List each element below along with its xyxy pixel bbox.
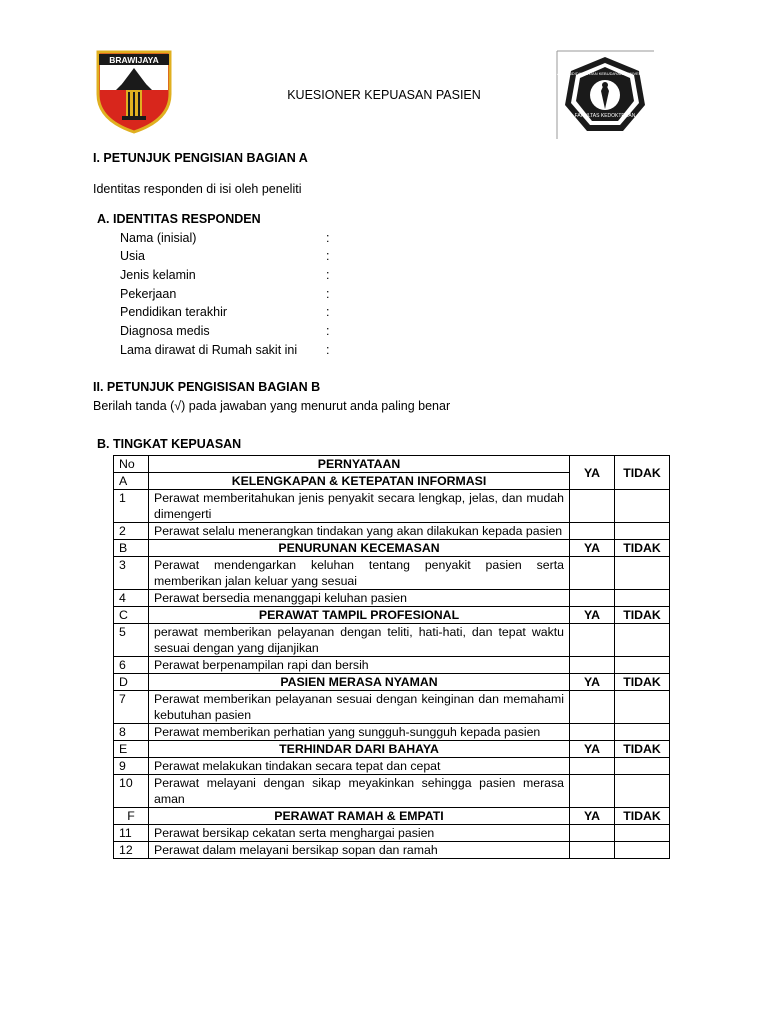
item-text: perawat memberikan pelayanan dengan teliti, hati-hati, dan tepat waktu sesuai dengan yang dijanjikan [149, 624, 570, 657]
answer-tidak-cell[interactable] [615, 624, 670, 657]
answer-tidak-cell[interactable] [615, 842, 670, 859]
section-tidak: TIDAK [615, 540, 670, 557]
section-tidak: TIDAK [615, 741, 670, 758]
identity-field-colon: : [326, 249, 330, 263]
fk-logo [533, 51, 677, 139]
identity-field-colon: : [326, 305, 330, 319]
section-ya: YA [570, 808, 615, 825]
answer-tidak-cell[interactable] [615, 590, 670, 607]
section-ya: YA [570, 607, 615, 624]
section-code: D [114, 674, 149, 691]
answer-ya-cell[interactable] [570, 775, 615, 808]
answer-tidak-cell[interactable] [615, 657, 670, 674]
identity-field-label: Diagnosa medis [120, 324, 210, 338]
answer-ya-cell[interactable] [570, 490, 615, 523]
item-text: Perawat melayani dengan sikap meyakinkan sehingga pasien merasa aman [149, 775, 570, 808]
answer-tidak-cell[interactable] [615, 557, 670, 590]
item-text: Perawat dalam melayani bersikap sopan dan ramah [149, 842, 570, 859]
answer-ya-cell[interactable] [570, 523, 615, 540]
table-row [114, 557, 670, 590]
answer-ya-cell[interactable] [570, 557, 615, 590]
item-text: Perawat bersedia menanggapi keluhan pasien [149, 590, 570, 607]
table-section-row [114, 674, 670, 691]
table-row [114, 758, 670, 775]
table-section-row [114, 741, 670, 758]
answer-tidak-cell[interactable] [615, 775, 670, 808]
brawijaya-logo [96, 50, 172, 134]
answer-tidak-cell[interactable] [615, 758, 670, 775]
item-no: 12 [114, 842, 149, 859]
answer-ya-cell[interactable] [570, 691, 615, 724]
item-no: 10 [114, 775, 149, 808]
table-section-row [114, 808, 670, 825]
identity-field-label: Nama (inisial) [120, 231, 197, 245]
part1-note: Identitas responden di isi oleh peneliti [93, 182, 302, 196]
section-a-heading: A. IDENTITAS RESPONDEN [97, 212, 261, 226]
section-code: A [114, 473, 149, 490]
identity-field-label: Lama dirawat di Rumah sakit ini [120, 343, 298, 357]
item-no: 5 [114, 624, 149, 657]
table-row [114, 657, 670, 674]
answer-ya-cell[interactable] [570, 624, 615, 657]
section-ya: YA [570, 540, 615, 557]
section-tidak: TIDAK [615, 808, 670, 825]
answer-ya-cell[interactable] [570, 590, 615, 607]
item-no: 1 [114, 490, 149, 523]
section-tidak: TIDAK [615, 674, 670, 691]
section-code: B [114, 540, 149, 557]
header-ya: YA [570, 456, 615, 490]
item-text: Perawat bersikap cekatan serta menghargai pasien [149, 825, 570, 842]
table-row [114, 842, 670, 859]
section-title: PERAWAT RAMAH & EMPATI [149, 808, 570, 825]
answer-tidak-cell[interactable] [615, 523, 670, 540]
answer-tidak-cell[interactable] [615, 825, 670, 842]
item-text: Perawat mendengarkan keluhan tentang penyakit pasien serta memberikan jalan keluar yang sesuai [149, 557, 570, 590]
part2-instruction: Berilah tanda (√) pada jawaban yang menurut anda paling benar [93, 399, 451, 413]
section-title: PASIEN MERASA NYAMAN [149, 674, 570, 691]
section-title: PENURUNAN KECEMASAN [149, 540, 570, 557]
section-title: TERHINDAR DARI BAHAYA [149, 741, 570, 758]
table-row [114, 775, 670, 808]
section-code: C [114, 607, 149, 624]
answer-ya-cell[interactable] [570, 842, 615, 859]
section-ya: YA [570, 674, 615, 691]
item-no: 2 [114, 523, 149, 540]
section-tidak: TIDAK [615, 607, 670, 624]
section-ya: YA [570, 741, 615, 758]
header-statement: PERNYATAAN [149, 456, 570, 473]
identity-field-label: Usia [120, 249, 146, 263]
identity-field-colon: : [326, 231, 330, 245]
answer-tidak-cell[interactable] [615, 724, 670, 741]
table-row [114, 490, 670, 523]
item-text: Perawat memberikan pelayanan sesuai dengan keinginan dan memahami kebutuhan pasien [149, 691, 570, 724]
header-tidak: TIDAK [615, 456, 670, 490]
item-no: 11 [114, 825, 149, 842]
identity-field-label: Jenis kelamin [120, 268, 196, 282]
identity-field-colon: : [326, 324, 330, 338]
fk-logo-text-bottom: FAKULTAS KEDOKTERAN [574, 113, 636, 119]
section-code: F [114, 808, 149, 825]
table-row [114, 590, 670, 607]
part1-heading: I. PETUNJUK PENGISIAN BAGIAN A [93, 151, 308, 165]
identity-field-label: Pendidikan terakhir [120, 305, 228, 319]
answer-ya-cell[interactable] [570, 657, 615, 674]
answer-ya-cell[interactable] [570, 825, 615, 842]
section-title: PERAWAT TAMPIL PROFESIONAL [149, 607, 570, 624]
item-no: 7 [114, 691, 149, 724]
table-row [114, 523, 670, 540]
item-text: Perawat melakukan tindakan secara tepat dan cepat [149, 758, 570, 775]
answer-ya-cell[interactable] [570, 758, 615, 775]
identity-field-colon: : [326, 343, 330, 357]
table-section-row [114, 540, 670, 557]
answer-tidak-cell[interactable] [615, 691, 670, 724]
brawijaya-logo-text: BRAWIJAYA [109, 55, 159, 65]
table-row [114, 624, 670, 657]
identity-field-colon: : [326, 268, 330, 282]
item-text: Perawat selalu menerangkan tindakan yang akan dilakukan kepada pasien [149, 523, 570, 540]
answer-tidak-cell[interactable] [615, 490, 670, 523]
satisfaction-table [113, 455, 670, 859]
item-text: Perawat memberitahukan jenis penyakit secara lengkap, jelas, dan mudah dimengerti [149, 490, 570, 523]
page-title: KUESIONER KEPUASAN PASIEN [287, 88, 481, 102]
part2-heading: II. PETUNJUK PENGISISAN BAGIAN B [93, 380, 321, 394]
item-no: 9 [114, 758, 149, 775]
table-row [114, 825, 670, 842]
table-header-row [114, 456, 670, 473]
section-b-heading: B. TINGKAT KEPUASAN [97, 437, 242, 451]
answer-ya-cell[interactable] [570, 724, 615, 741]
item-no: 4 [114, 590, 149, 607]
table-section-row [114, 607, 670, 624]
item-no: 8 [114, 724, 149, 741]
section-code: E [114, 741, 149, 758]
item-text: Perawat memberikan perhatian yang sungguh-sungguh kepada pasien [149, 724, 570, 741]
identity-field-colon: : [326, 287, 330, 301]
fk-logo-text-top: KEMENTERIAN PENDIDIKAN DAN KEBUDAYAAN UNIVERSITAS BRAWIJAYA [533, 71, 677, 76]
header-no: No [114, 456, 149, 473]
item-no: 3 [114, 557, 149, 590]
table-row [114, 691, 670, 724]
item-text: Perawat berpenampilan rapi dan bersih [149, 657, 570, 674]
table-row [114, 724, 670, 741]
identity-field-label: Pekerjaan [120, 287, 177, 301]
item-no: 6 [114, 657, 149, 674]
section-title: KELENGKAPAN & KETEPATAN INFORMASI [149, 473, 570, 490]
